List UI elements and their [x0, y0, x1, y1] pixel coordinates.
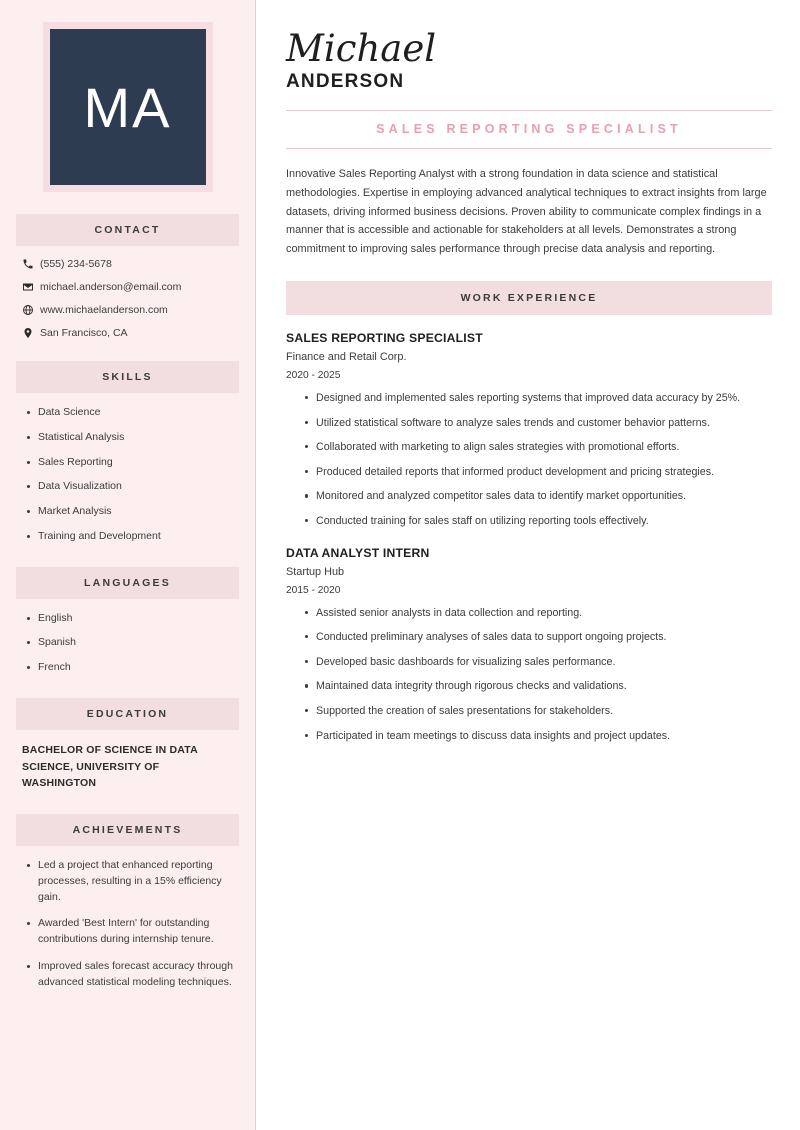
skills-list — [16, 405, 239, 545]
list-item: Maintained data integrity through rigorous checks and validations. — [316, 678, 772, 695]
experience-entry — [286, 331, 772, 529]
list-item: Developed basic dashboards for visualizing sales performance. — [316, 654, 772, 671]
list-item: English — [38, 611, 235, 627]
experience-dates: 2020 - 2025 — [286, 370, 341, 382]
experience-dates: 2015 - 2020 — [286, 584, 341, 596]
list-item: Participated in team meetings to discuss data insights and project updates. — [316, 728, 772, 745]
work-experience-heading: WORK EXPERIENCE — [286, 281, 772, 315]
monogram-frame — [43, 22, 213, 192]
list-item: Assisted senior analysts in data collection and reporting. — [316, 605, 772, 622]
list-item: Utilized statistical software to analyze sales trends and customer behavior patterns. — [316, 415, 772, 432]
contact-item-phone[interactable] — [22, 258, 239, 270]
experience-company: Startup Hub — [286, 565, 345, 578]
list-item: Improved sales forecast accuracy through advanced statistical modeling techniques. — [38, 959, 235, 991]
last-name: ANDERSON — [286, 70, 405, 92]
experience-role: DATA ANALYST INTERN — [286, 545, 430, 560]
list-item: Led a project that enhanced reporting processes, resulting in a 15% efficiency gain. — [38, 858, 235, 905]
experience-duties — [286, 390, 772, 529]
list-item: Collaborated with marketing to align sales strategies with promotional efforts. — [316, 439, 772, 456]
list-item: French — [38, 660, 235, 676]
list-item: Conducted preliminary analyses of sales data to support ongoing projects. — [316, 629, 772, 646]
page-title — [286, 27, 772, 93]
monogram-block — [16, 22, 239, 192]
contact-item-location[interactable] — [22, 327, 239, 339]
experience-duties — [286, 605, 772, 744]
list-item: Conducted training for sales staff on utilizing reporting tools effectively. — [316, 513, 772, 530]
experience-entry — [286, 546, 772, 744]
list-item: Data Science — [38, 405, 235, 421]
experience-company: Finance and Retail Corp. — [286, 351, 407, 364]
email-icon — [22, 281, 40, 293]
list-item: Awarded 'Best Intern' for outstanding contributions during internship tenure. — [38, 916, 235, 948]
first-name: Michael — [286, 27, 437, 70]
achievements-heading: ACHIEVEMENTS — [16, 814, 239, 846]
contact-phone-text: (555) 234-5678 — [40, 258, 112, 270]
list-item: Sales Reporting — [38, 455, 235, 471]
contact-item-email[interactable] — [22, 281, 239, 293]
languages-list — [16, 611, 239, 676]
achievements-list — [16, 858, 239, 990]
list-item: Data Visualization — [38, 479, 235, 495]
list-item: Designed and implemented sales reporting systems that improved data accuracy by 25%. — [316, 390, 772, 407]
list-item: Training and Development — [38, 529, 235, 545]
contact-item-website[interactable] — [22, 304, 239, 316]
contact-email-text: michael.anderson@email.com — [40, 281, 182, 293]
contact-location-text: San Francisco, CA — [40, 327, 128, 339]
list-item: Statistical Analysis — [38, 430, 235, 446]
experience-role: SALES REPORTING SPECIALIST — [286, 331, 483, 346]
monogram-initials: MA — [50, 29, 206, 185]
education-degree: BACHELOR OF SCIENCE IN DATA SCIENCE, UNIVERSITY OF WASHINGTON — [22, 743, 198, 790]
list-item: Supported the creation of sales presentations for stakeholders. — [316, 703, 772, 720]
list-item: Produced detailed reports that informed product development and pricing strategies. — [316, 464, 772, 481]
languages-heading: LANGUAGES — [16, 567, 239, 599]
skills-heading: SKILLS — [16, 361, 239, 393]
sidebar — [0, 0, 256, 1130]
main-content — [256, 0, 800, 1130]
professional-title: SALES REPORTING SPECIALIST — [286, 111, 772, 149]
education-heading: EDUCATION — [16, 698, 239, 730]
list-item: Monitored and analyzed competitor sales data to identify market opportunities. — [316, 488, 772, 505]
contact-list — [16, 258, 239, 339]
list-item: Spanish — [38, 635, 235, 651]
globe-icon — [22, 304, 40, 316]
profile-summary: Innovative Sales Reporting Analyst with a strong foundation in data science and statistical methodologies. Expertise in employing advanced analytical techniques to extract insights from large datasets, driving informed business decisions. Proven ability to communicate complex findings in a manner that is accessible and actionable for stakeholders at all levels. Demonstrates a strong commitment to improving sales performance through precise data analysis and reporting. — [286, 167, 767, 256]
contact-heading: CONTACT — [16, 214, 239, 246]
phone-icon — [22, 258, 40, 270]
location-pin-icon — [22, 327, 40, 339]
contact-website-text: www.michaelanderson.com — [40, 304, 168, 316]
list-item: Market Analysis — [38, 504, 235, 520]
